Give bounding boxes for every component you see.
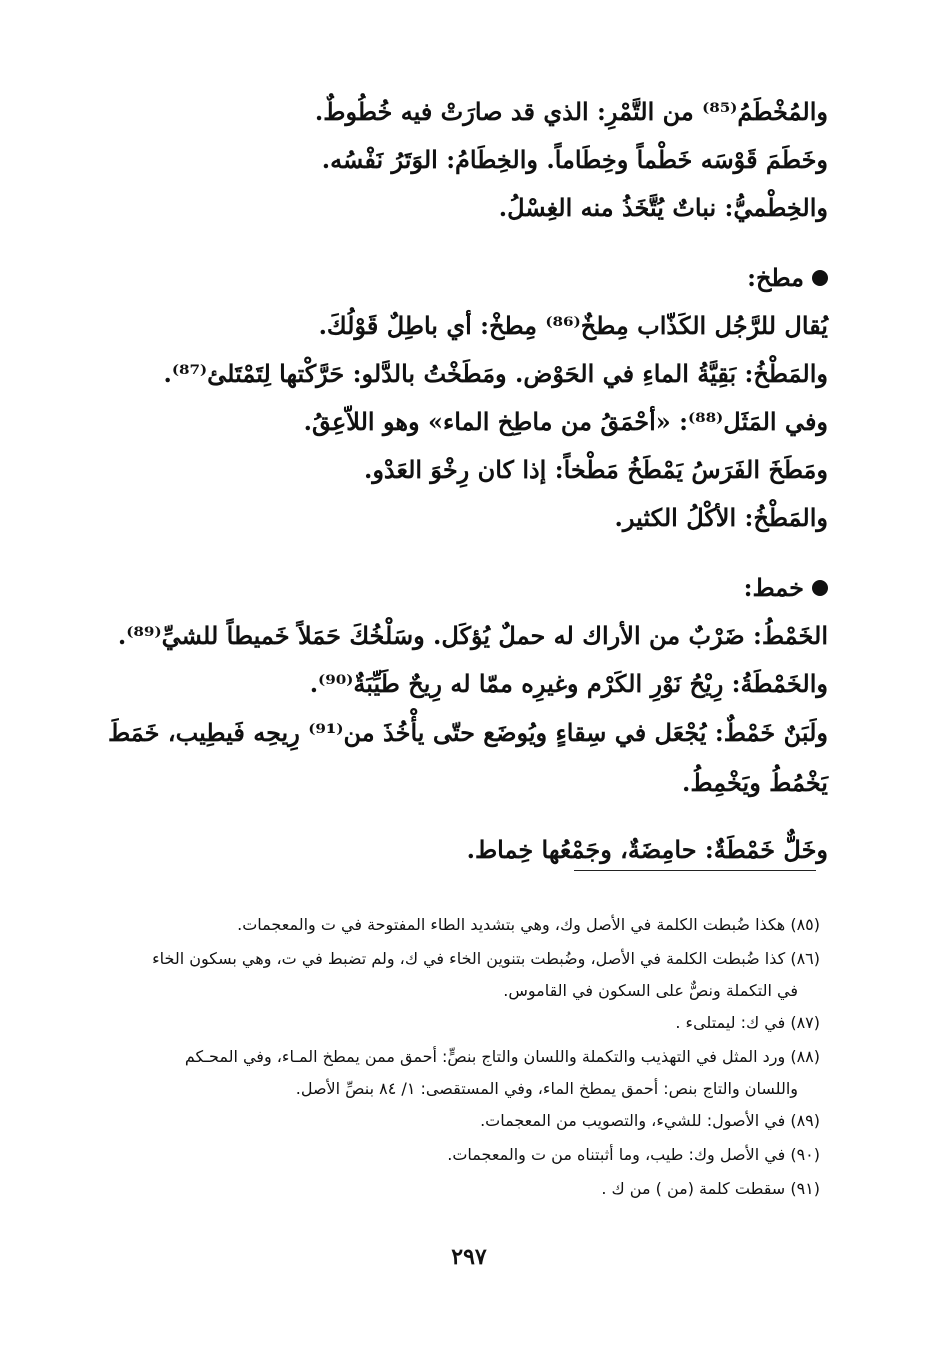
text-line: وخَلٌّ خَمْطَةٌ: حامِضَةٌ، وجَمْعُها خِماط.: [466, 835, 828, 864]
footnote-text: في الأصل وك: طيب، وما أثبتناه من ت والمعجمات.: [447, 1145, 786, 1164]
entry-heading: [108, 564, 828, 612]
text-line: والمَطْخُ: الأكْلُ الكثير.: [614, 503, 828, 532]
entry-heading-label: مطخ:: [747, 263, 804, 292]
footnote-number: (٨٥): [790, 915, 820, 934]
bullet-icon: [812, 580, 828, 596]
entry-heading-label: خمط:: [743, 573, 804, 602]
main-text: [108, 88, 828, 874]
text-line: الخَمْطُ: ضَرْبٌ من الأراك له حملٌ يُؤكَل. وسَلْخُكَ حَمَلاً خَميطاً للشيِّ⁽⁸⁹⁾.: [117, 621, 828, 650]
footnote-number: (٨٦): [790, 949, 820, 968]
footnote-number: (٩١): [790, 1179, 820, 1198]
footnote-number: (٩٠): [790, 1145, 820, 1164]
footnote-continuation: واللسان والتاج بنص: أحمق يمطخ الماء، وفي المستقصى: ١/ ٨٤ بنصِّ الأصل.: [295, 1079, 798, 1098]
text-line: والخِطْميُّ: نباتٌ يُتَّخَذُ منه الغِسْلُ.: [498, 193, 828, 222]
footnote-number: (٨٩): [790, 1111, 820, 1130]
footnote: [80, 1040, 820, 1104]
footnote-number: (٨٧): [790, 1013, 820, 1032]
text-line: وفي المَثَل⁽⁸⁸⁾: «أحْمَقُ من ماطِخ الماء» وهو اللاّعِقُ.: [303, 407, 828, 436]
entry-heading: [108, 254, 828, 302]
text-line: والخَمْطَةُ: رِيْحُ نَوْرِ الكَرْم وغيرِه ممّا له رِيحٌ طَيِّبَةٌ⁽⁹⁰⁾.: [309, 669, 828, 698]
text-line: والمُخْطَمُ⁽⁸⁵⁾ من التَّمْرِ: الذي قد صارَتْ فيه خُطُوطٌ.: [314, 97, 828, 126]
footnote: [80, 908, 820, 942]
text-paragraph: ولَبَنٌ خَمْطٌ: يُجْعَل في سِقاءٍ ويُوضَع حتّى يأْخُذَ من⁽⁹¹⁾ رِيحِه فَيطِيب، خَمَطَ يَخْمُطُ ويَخْمِطُ.: [108, 718, 828, 797]
text-line: ومَطَخَ الفَرَسُ يَمْطَخُ مَطْخاً: إذا كان رِخْوَ العَدْو.: [363, 455, 828, 484]
footnote: [80, 1104, 820, 1138]
text-line: يُقال للرَّجُل الكَذّاب مِطخٌ⁽⁸⁶⁾ مِطخْ: أي باطِلٌ قَوْلُكَ.: [318, 311, 828, 340]
footnote: [80, 942, 820, 1006]
footnote-text: في الأصول: للشيء، والتصويب من المعجمات.: [480, 1111, 786, 1130]
footnote-text: في ك: ليمتلىء .: [675, 1013, 786, 1032]
footnote-separator: [574, 870, 816, 871]
footnote-text: كذا ضُبطت الكلمة في الأصل، وضُبطت بتنوين الخاء في ك، ولم تضبط في ت، وهي بسكون الخاء: [152, 949, 786, 968]
footnote-number: (٨٨): [790, 1047, 820, 1066]
footnotes: [80, 908, 820, 1206]
footnote: [80, 1138, 820, 1172]
bullet-icon: [812, 270, 828, 286]
footnote-text: سقطت كلمة (من ) من ك .: [601, 1179, 786, 1198]
text-line: وخَطَمَ قَوْسَه خَطْماً وخِطَاماً. والخِطَامُ: الوَتَرُ نَفْسُه.: [321, 145, 828, 174]
text-line: والمَطْخُ: بَقِيَّةُ الماءِ في الحَوْض. ومَطَخْتُ بالدَّلو: حَرَّكْتها لِتَمْتَلئ⁽⁸⁷⁾.: [163, 359, 828, 388]
footnote-continuation: في التكملة ونصٌّ على السكون في القاموس.: [503, 981, 798, 1000]
footnote-text: هكذا ضُبطت الكلمة في الأصل وك، وهي بتشديد الطاء المفتوحة في ت والمعجمات.: [237, 915, 786, 934]
page-number: ٢٩٧: [451, 1244, 487, 1270]
footnote-text: ورد المثل في التهذيب والتكملة واللسان والتاج بنصٍّ: أحمق ممن يمطخ المـاء، وفي المحـكم: [184, 1047, 786, 1066]
footnote: [80, 1006, 820, 1040]
footnote: [80, 1172, 820, 1206]
